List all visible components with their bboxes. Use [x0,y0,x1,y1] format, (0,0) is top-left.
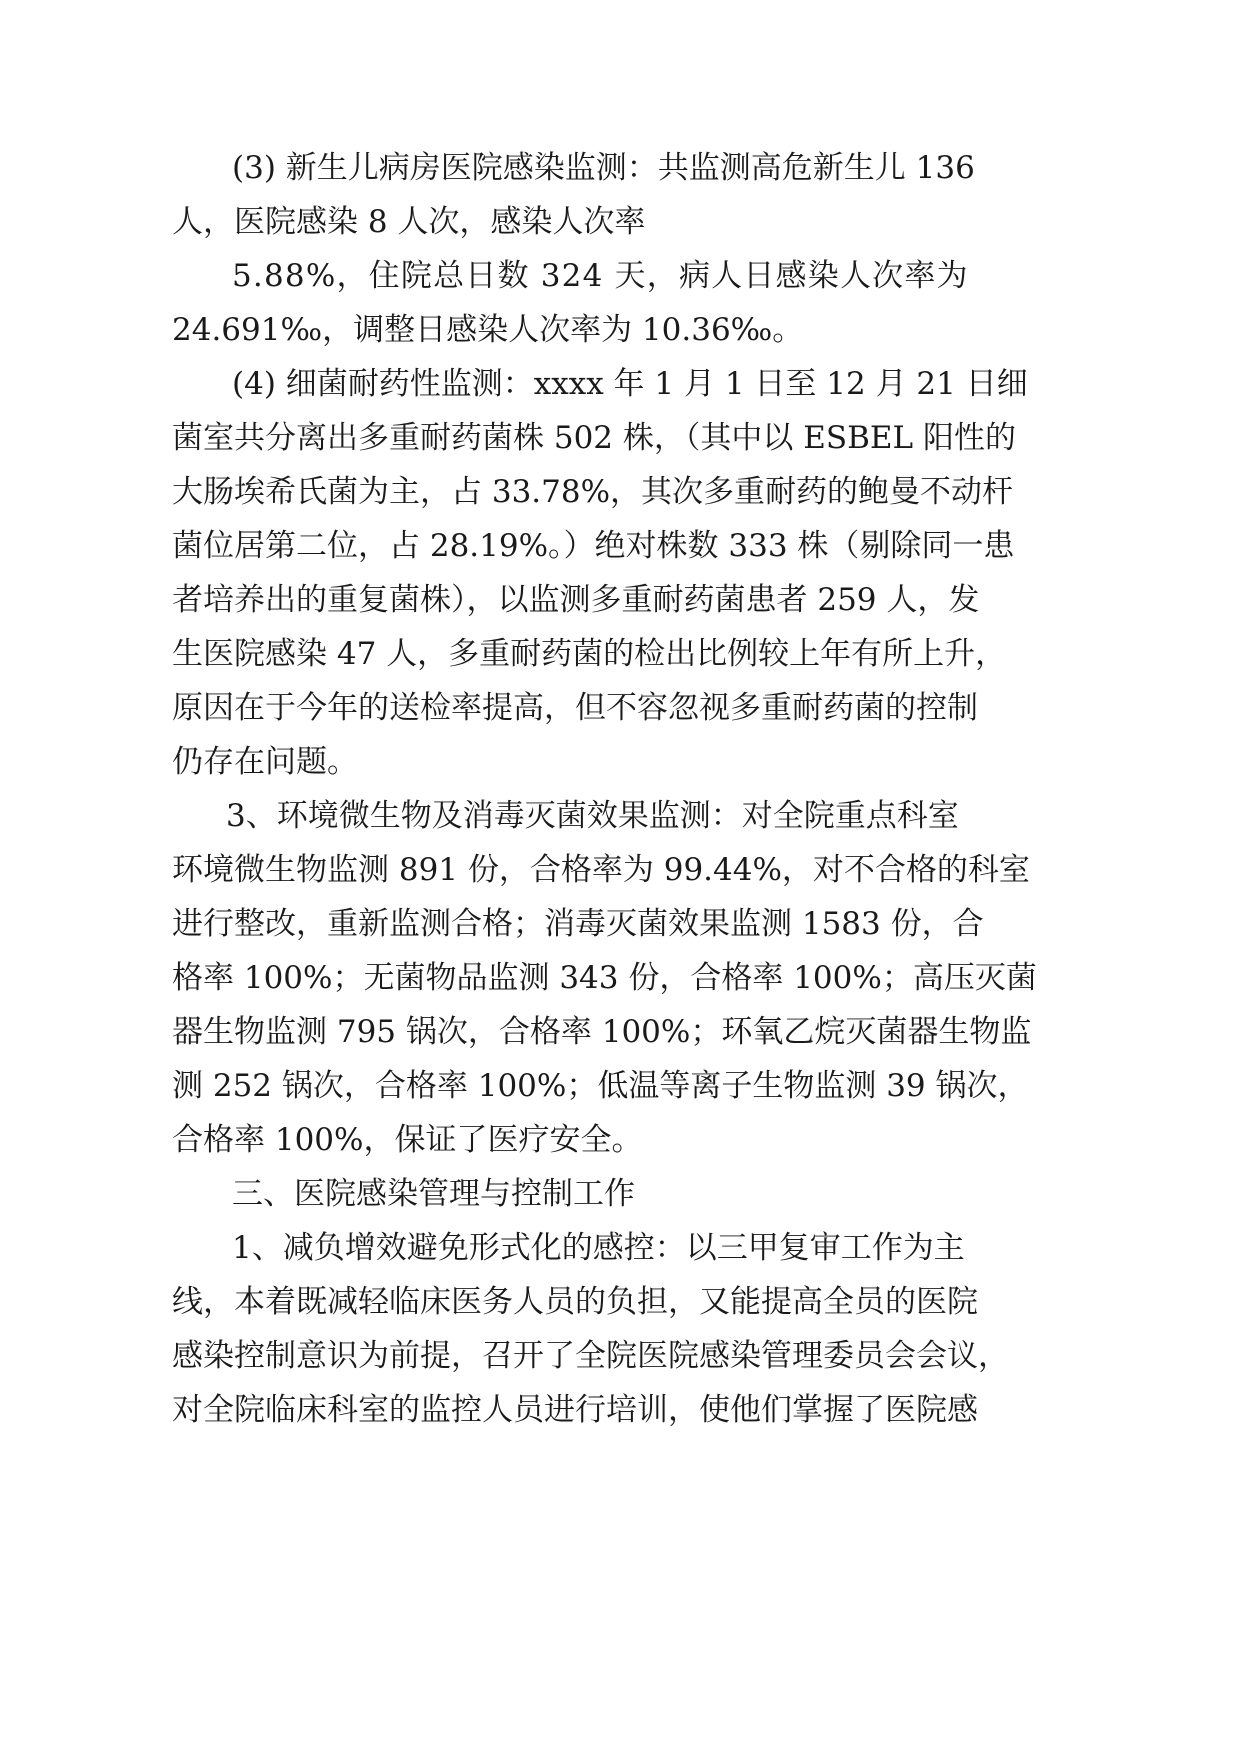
text-line: 5.88%，住院总日数 324 天，病人日感染人次率为 [232,258,969,294]
text-line: 大肠埃希氏菌为主，占 33.78%，其次多重耐药的鲍曼不动杆 [172,474,1014,510]
text-line: 仍存在问题。 [172,744,358,780]
text-line: 人，医院感染 8 人次，感染人次率 [172,204,646,240]
text-line: 菌位居第二位，占 28.19%。）绝对株数 333 株（剔除同一患 [172,528,1015,564]
text-line: 1、减负增效避免形式化的感控：以三甲复审工作为主 [232,1230,965,1266]
text-line: 合格率 100%，保证了医疗安全。 [172,1122,643,1158]
text-line: 3、环境微生物及消毒灭菌效果监测：对全院重点科室 [226,798,959,834]
text-line: 24.691‰，调整日感染人次率为 10.36‰。 [172,312,804,348]
text-line: 线，本着既减轻临床医务人员的负担，又能提高全员的医院 [172,1284,978,1320]
text-line: 生医院感染 47 人，多重耐药菌的检出比例较上年有所上升， [172,636,1007,672]
text-line: 器生物监测 795 锅次，合格率 100%；环氧乙烷灭菌器生物监 [172,1014,1032,1050]
text-line: 菌室共分离出多重耐药菌株 502 株，（其中以 ESBEL 阳性的 [172,420,1016,456]
text-line: 对全院临床科室的监控人员进行培训，使他们掌握了医院感 [172,1392,978,1428]
text-line: (4) 细菌耐药性监测：xxxx 年 1 月 1 日至 12 月 21 日细 [232,366,1028,402]
text-line: (3) 新生儿病房医院感染监测：共监测高危新生儿 136 [232,150,975,186]
section-heading: 三、医院感染管理与控制工作 [232,1176,635,1212]
text-line: 原因在于今年的送检率提高，但不容忽视多重耐药菌的控制 [172,690,978,726]
text-line: 进行整改，重新监测合格；消毒灭菌效果监测 1583 份，合 [172,906,984,942]
text-line: 测 252 锅次，合格率 100%；低温等离子生物监测 39 锅次， [172,1068,1029,1104]
text-line: 环境微生物监测 891 份，合格率为 99.44%，对不合格的科室 [172,852,1030,888]
text-line: 感染控制意识为前提，召开了全院医院感染管理委员会会议， [172,1338,1009,1374]
text-line: 格率 100%；无菌物品监测 343 份，合格率 100%；高压灭菌 [172,960,1037,996]
text-line: 者培养出的重复菌株），以监测多重耐药菌患者 259 人，发 [172,582,980,618]
